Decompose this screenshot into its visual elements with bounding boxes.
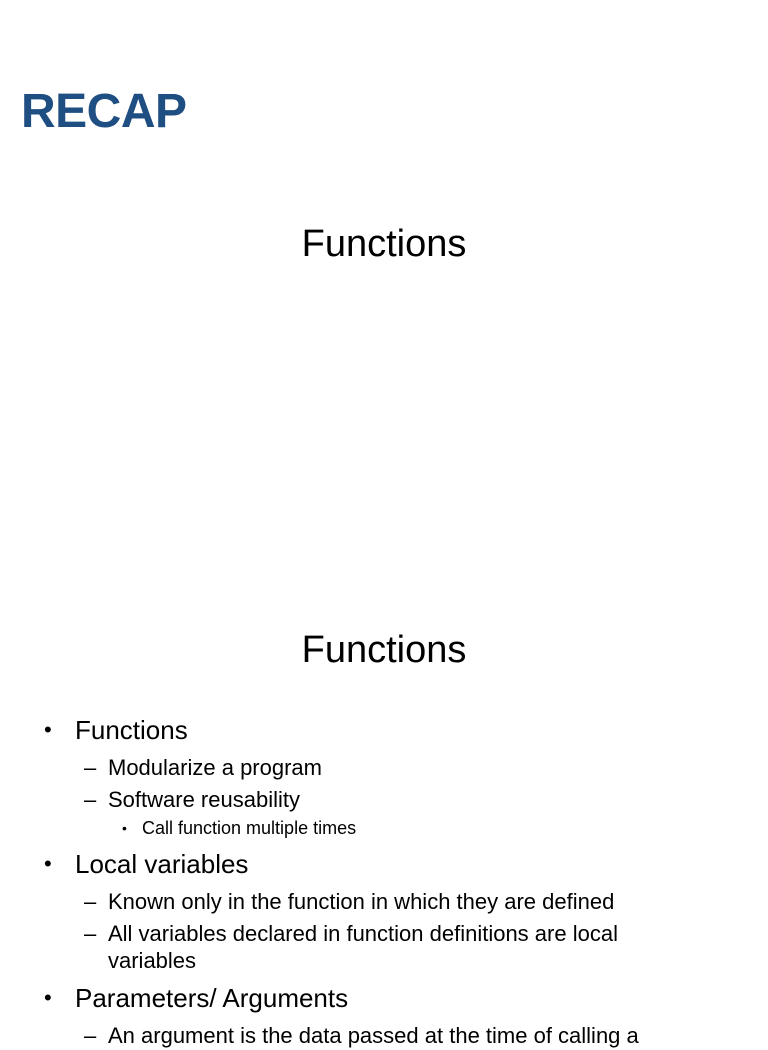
dash-marker: –: [84, 787, 97, 812]
sub-bullet-item: [0, 888, 768, 916]
bullet-text: Functions: [75, 715, 188, 745]
bullet-marker: •: [44, 851, 52, 876]
slide-title-functions-2: Functions: [301, 629, 467, 671]
sub-bullet-text: Known only in the function in which they are defined: [108, 889, 615, 914]
dash-marker: –: [84, 755, 97, 780]
dash-marker: –: [84, 889, 97, 914]
sub-bullet-text: All variables declared in function definitions are local variables: [108, 921, 618, 973]
slide-title-functions-1: Functions: [301, 223, 467, 265]
sub-sub-bullet-item: [0, 816, 768, 840]
dash-marker: –: [84, 921, 97, 946]
sub-bullet-item: [0, 786, 768, 814]
bullet-marker: •: [122, 820, 127, 836]
bullet-marker: •: [44, 717, 52, 742]
sub-bullet-text: Modularize a program: [108, 755, 322, 780]
sub-bullet-item: [0, 1022, 768, 1050]
bullet-item: [0, 710, 768, 750]
sub-sub-bullet-text: Call function multiple times: [142, 818, 357, 838]
sub-bullet-text: Software reusability: [108, 787, 300, 812]
recap-heading: RECAP: [21, 85, 187, 138]
bullet-text: Parameters/ Arguments: [75, 983, 349, 1013]
bullet-list: [0, 710, 768, 1050]
bullet-text: Local variables: [75, 849, 249, 879]
sub-bullet-item: [0, 754, 768, 782]
dash-marker: –: [84, 1023, 97, 1048]
sub-bullet-text: An argument is the data passed at the time of calling a: [108, 1023, 639, 1048]
bullet-item: [0, 844, 768, 884]
bullet-marker: •: [44, 985, 52, 1010]
bullet-item: [0, 978, 768, 1018]
sub-bullet-item: [0, 920, 668, 974]
